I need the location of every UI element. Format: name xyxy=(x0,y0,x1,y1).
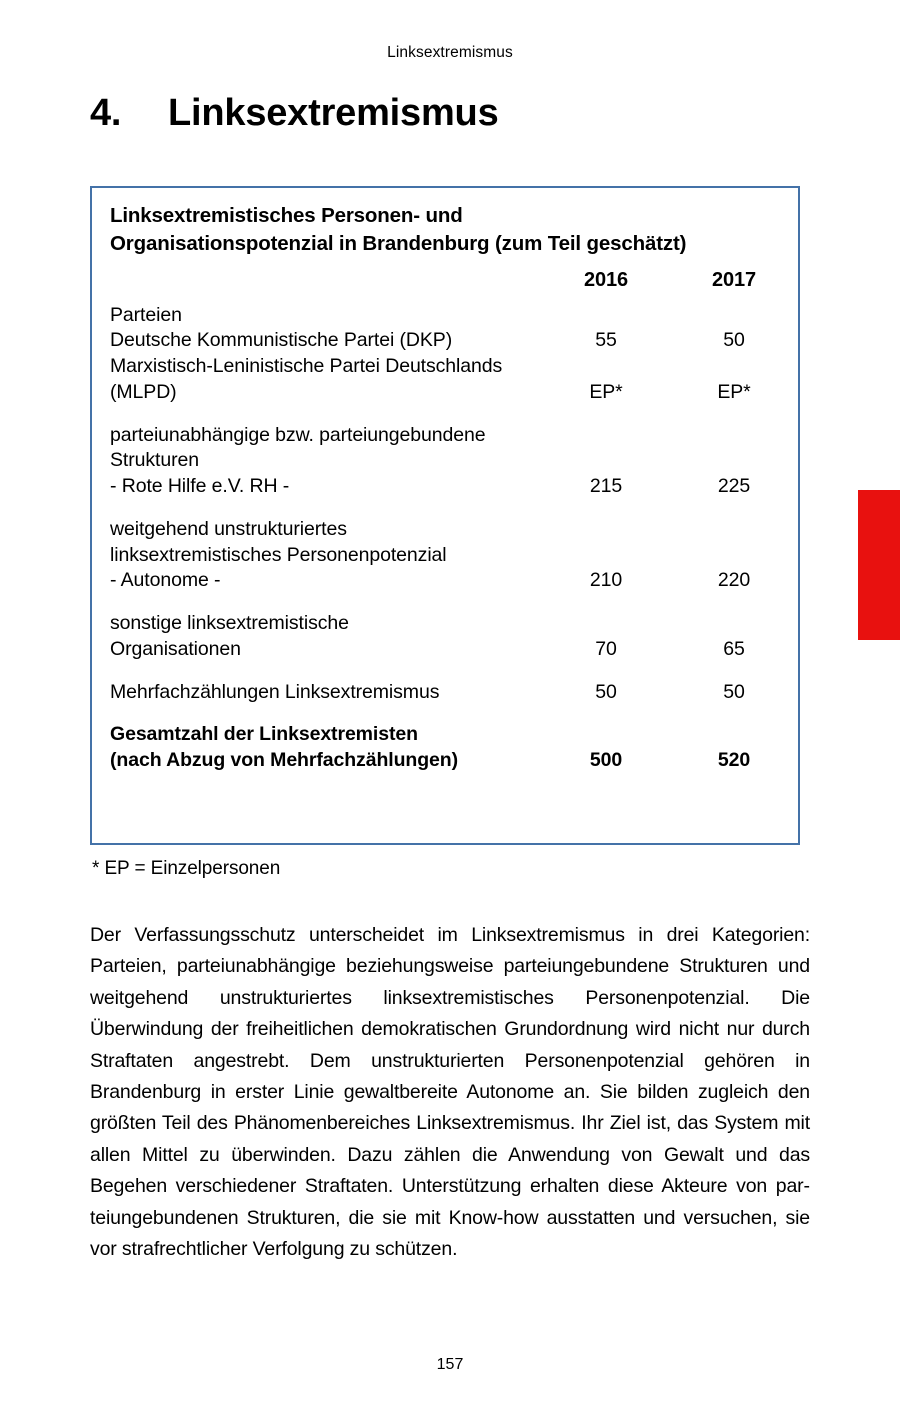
table-row xyxy=(110,303,798,329)
row-label: weitgehend unstrukturiertes xyxy=(110,517,347,540)
row-value-2016: 55 xyxy=(595,329,617,352)
row-value-2016 xyxy=(542,722,670,748)
column-header-label xyxy=(110,267,542,302)
row-value-2017 xyxy=(670,423,798,449)
table-row xyxy=(110,474,798,500)
row-value-2016: 70 xyxy=(595,637,617,660)
row-label: - Rote Hilfe e.V. RH - xyxy=(110,475,290,498)
row-value-2017 xyxy=(670,611,798,637)
row-value-2016: 210 xyxy=(589,569,623,592)
row-label: Deutsche Kommunistische Partei (DKP) xyxy=(110,329,453,352)
row-value-2017: 225 xyxy=(717,475,751,498)
row-label: linksextremistisches Personenpotenzial xyxy=(110,543,447,566)
running-head: Linksextremismus xyxy=(387,44,513,61)
row-value-2017 xyxy=(670,448,798,474)
row-value-2016 xyxy=(542,517,670,543)
row-value-2016 xyxy=(542,423,670,449)
row-label: (MLPD) xyxy=(110,380,177,403)
row-value-2017: 50 xyxy=(723,329,745,352)
row-label: Parteien xyxy=(110,303,182,326)
table-footnote: * EP = Einzelpersonen xyxy=(92,858,281,879)
row-value-2017 xyxy=(670,517,798,543)
row-label: Organisationen xyxy=(110,637,241,660)
row-value-2016: EP* xyxy=(589,380,623,403)
row-spacer xyxy=(110,705,798,722)
body-paragraph: Der Verfassungsschutz unterscheidet im Linksextremismus in drei Kategorien: Parteien, parteiunabhängige beziehungsweise parteiungebundene Strukturen und weitgehend unstrukturiertes linksextremistisches Personenpotenzial. Die Überwindung der freiheitlichen demokratischen Grundordnung wird nicht nur durch Straftaten angestrebt. Dem unstrukturierten Personenpotenzial gehören in Brandenburg in erster Linie gewaltbereite Autonome an. Sie bilden zugleich den größten Teil des Phänomenbereiches Linksextremismus. Ihr Ziel ist, das System mit allen Mittel zu überwinden. Dazu zählen die Anwendung von Gewalt und das Begehen verschiedener Straftaten. Unterstützung erhalten diese Akteure von parteiungebundenen Strukturen, die sie mit Know-how ausstatten und versuchen, sie vor strafrechtlicher Verfolgung zu schützen. xyxy=(90,924,810,1261)
row-value-2017: EP* xyxy=(717,380,751,403)
table-row xyxy=(110,448,798,474)
row-label: parteiunabhängige bzw. parteiungebundene xyxy=(110,423,486,446)
table-row xyxy=(110,328,798,354)
column-header-2016: 2016 xyxy=(583,269,629,292)
row-value-2016 xyxy=(542,543,670,569)
row-label: Mehrfachzählungen Linksextremismus xyxy=(110,680,440,703)
row-label: Marxistisch-Leninistische Partei Deutschlands xyxy=(110,355,503,378)
table-title-line-2: Organisationspotenzial in Brandenburg (zum Teil geschätzt) xyxy=(110,231,687,255)
table-total-row xyxy=(110,748,798,774)
section-edge-marker xyxy=(858,490,900,640)
table-header-row xyxy=(110,267,798,302)
row-value-2017 xyxy=(670,722,798,748)
row-value-2016: 500 xyxy=(589,749,623,772)
row-value-2016 xyxy=(542,303,670,329)
row-value-2017: 220 xyxy=(717,569,751,592)
page-number: 157 xyxy=(436,1356,464,1373)
row-value-2017: 520 xyxy=(717,749,751,772)
row-label: sonstige linksextremistische xyxy=(110,612,349,635)
table-row xyxy=(110,637,798,663)
row-value-2017 xyxy=(670,303,798,329)
table-row xyxy=(110,543,798,569)
row-value-2017 xyxy=(670,543,798,569)
row-value-2016: 215 xyxy=(589,475,623,498)
row-value-2017: 50 xyxy=(723,680,745,703)
table-title-line-1: Linksextremistisches Personen- und xyxy=(110,204,463,227)
row-value-2016 xyxy=(542,448,670,474)
column-header-2017: 2017 xyxy=(711,269,757,292)
table-title xyxy=(110,202,790,257)
table-row xyxy=(110,680,798,706)
row-label: Strukturen xyxy=(110,449,199,472)
row-label: - Autonome - xyxy=(110,569,221,592)
row-value-2016 xyxy=(542,354,670,380)
row-spacer xyxy=(110,663,798,680)
table-total-row xyxy=(110,722,798,748)
row-label: Gesamtzahl der Linksextremisten xyxy=(110,723,418,746)
table-row xyxy=(110,354,798,380)
chapter-title-text: Linksextremismus xyxy=(168,92,499,134)
table-row xyxy=(110,423,798,449)
table-row xyxy=(110,517,798,543)
row-value-2016: 50 xyxy=(595,680,617,703)
row-value-2017: 65 xyxy=(723,637,745,660)
table-row xyxy=(110,611,798,637)
chapter-number: 4. xyxy=(90,92,122,134)
potential-table xyxy=(110,267,798,773)
row-spacer xyxy=(110,594,798,611)
table-row xyxy=(110,380,798,406)
page-title xyxy=(90,92,810,135)
row-value-2016 xyxy=(542,611,670,637)
row-label: (nach Abzug von Mehrfachzählungen) xyxy=(110,749,458,772)
row-spacer xyxy=(110,500,798,517)
table-row xyxy=(110,568,798,594)
row-value-2017 xyxy=(670,354,798,380)
potential-table-box xyxy=(90,186,800,845)
row-spacer xyxy=(110,406,798,423)
